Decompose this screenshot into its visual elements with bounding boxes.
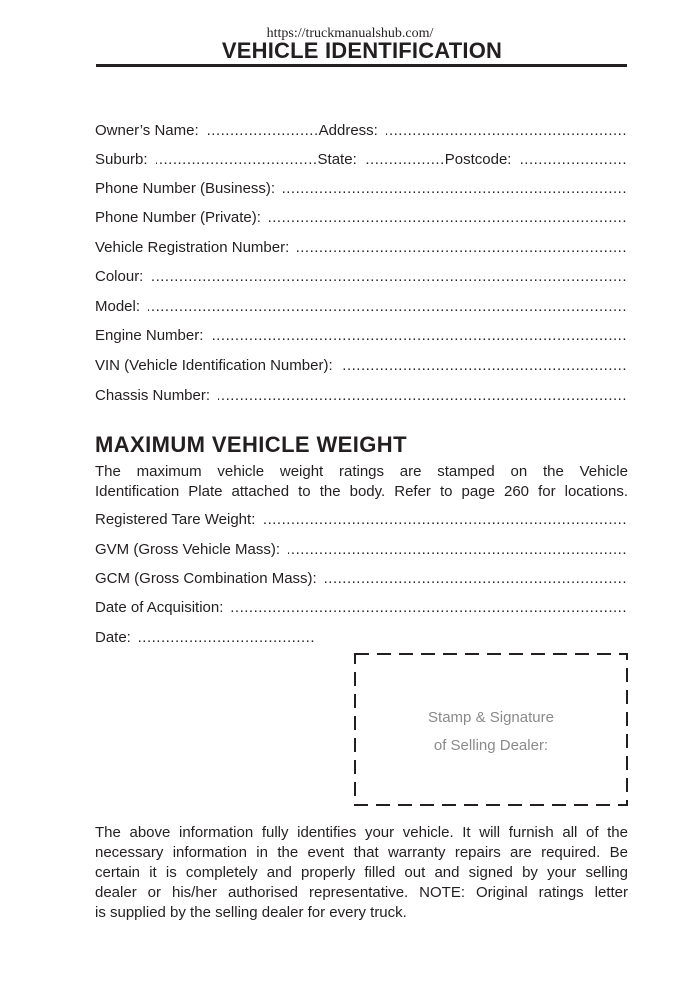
tare-weight-label: Registered Tare Weight: — [95, 511, 256, 528]
vin-label: VIN (Vehicle Identification Number): — [95, 357, 333, 374]
colour-row — [95, 267, 627, 287]
footer-note-line-1: The above information fully identifies your vehicle. It will furnish all of the — [95, 824, 628, 841]
suburb-state-postcode-row — [95, 150, 627, 170]
model-label: Model: — [95, 298, 141, 315]
footer-note-line-2: necessary information in the event that warranty repairs are required. Be — [95, 844, 628, 861]
watermark-url: https://truckmanualshub.com/ — [266, 26, 434, 41]
owners-name-label: Owner’s Name: — [95, 122, 199, 139]
phone-private-label: Phone Number (Private): — [95, 209, 261, 226]
stamp-label-line-1: Stamp & Signature — [428, 709, 554, 726]
registration-row — [95, 238, 627, 258]
phone-private-row — [95, 208, 627, 228]
model-field[interactable] — [148, 297, 627, 317]
model-row — [95, 297, 627, 317]
phone-business-label: Phone Number (Business): — [95, 180, 276, 197]
colour-label: Colour: — [95, 268, 144, 285]
tare-weight-row — [95, 510, 627, 530]
footer-note-line-4: dealer or his/her authorised representative. NOTE: Original ratings letter — [95, 884, 628, 901]
postcode-label: Postcode: — [444, 151, 512, 168]
gvm-row — [95, 540, 627, 560]
chassis-number-field[interactable] — [218, 386, 627, 406]
phone-private-field[interactable] — [269, 208, 627, 228]
phone-business-row — [95, 179, 627, 199]
weight-section-title: MAXIMUM VEHICLE WEIGHT — [95, 432, 407, 457]
vin-field[interactable] — [341, 356, 627, 376]
colour-field[interactable] — [151, 267, 627, 287]
phone-business-field[interactable] — [283, 179, 627, 199]
date-of-acquisition-field[interactable] — [231, 598, 627, 618]
weight-intro-line-2: Identification Plate attached to the body. Refer to page 260 for locations. — [95, 483, 628, 500]
owner-address-row — [95, 121, 627, 141]
page-title: VEHICLE IDENTIFICATION — [221, 38, 503, 63]
date-field[interactable] — [139, 628, 315, 648]
tare-weight-field[interactable] — [263, 510, 627, 530]
weight-intro-line-1: The maximum vehicle weight ratings are stamped on the Vehicle — [95, 463, 628, 480]
gcm-field[interactable] — [325, 569, 627, 589]
owners-name-field[interactable] — [207, 121, 319, 141]
state-label: State: — [317, 151, 357, 168]
registration-label: Vehicle Registration Number: — [95, 239, 290, 256]
gvm-label: GVM (Gross Vehicle Mass): — [95, 541, 281, 558]
address-field[interactable] — [386, 121, 627, 141]
engine-number-row — [95, 326, 627, 346]
gcm-row — [95, 569, 627, 589]
suburb-label: Suburb: — [95, 151, 148, 168]
registration-field[interactable] — [297, 238, 627, 258]
date-of-acquisition-label: Date of Acquisition: — [95, 599, 224, 616]
vin-row — [95, 356, 627, 376]
date-row — [95, 628, 315, 648]
state-field[interactable] — [365, 150, 445, 170]
suburb-field[interactable] — [156, 150, 318, 170]
footer-note-line-3: certain it is completely and properly filled out and signed by your selling — [95, 864, 628, 881]
date-label: Date: — [95, 629, 131, 646]
footer-note-line-5: is supplied by the selling dealer for every truck. — [95, 904, 407, 921]
address-label: Address: — [318, 122, 378, 139]
gcm-label: GCM (Gross Combination Mass): — [95, 570, 317, 587]
date-of-acquisition-row — [95, 598, 627, 618]
chassis-number-row — [95, 386, 627, 406]
engine-number-field[interactable] — [211, 326, 627, 346]
engine-number-label: Engine Number: — [95, 327, 204, 344]
dealer-stamp-box[interactable] — [354, 653, 628, 806]
stamp-label-line-2: of Selling Dealer: — [433, 737, 549, 754]
stamp-box-border — [354, 653, 628, 806]
gvm-field[interactable] — [288, 540, 627, 560]
chassis-number-label: Chassis Number: — [95, 387, 211, 404]
postcode-field[interactable] — [519, 150, 627, 170]
title-divider — [96, 64, 627, 67]
